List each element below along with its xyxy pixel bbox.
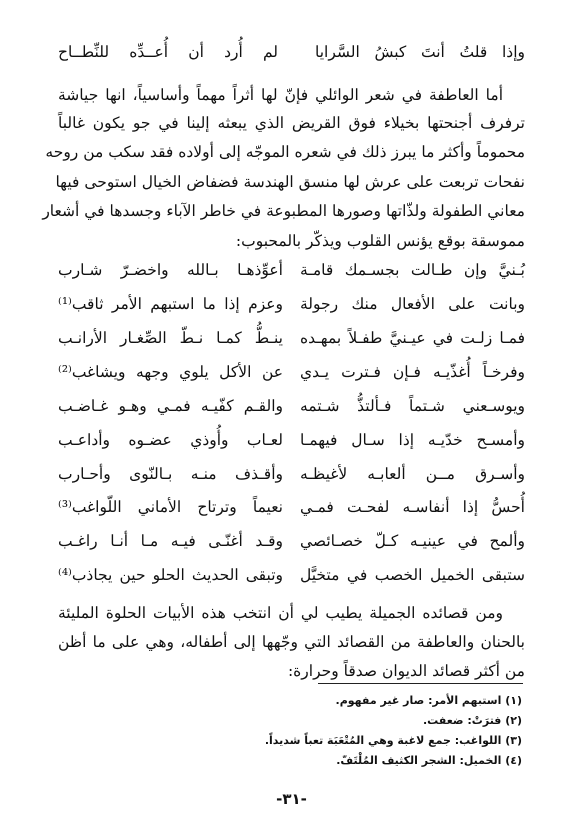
poem-hemistich-right: فمـا زلـت في عيـنيَّ طفـلاً بمهـده [300, 329, 525, 347]
paragraph1-line: أما العاطفة في شعر الوائلي فإنّ لها أثراً مهماً وأساسياً، انها جياشة [58, 86, 503, 104]
poem-hemistich-right: وفرخـاً أُغذّيـه فـإن فـترت يـدي [300, 363, 525, 381]
paragraph2-line: بالحنان والعاطفة من القصائد التي وجّهها إلى أطفاله، وهي على ما أظن [58, 633, 525, 651]
paragraph1-line: معاني الطفولة ولذّاتها وصورها المطبوعة في خاطر الآباء وجسدها في أشعار [42, 202, 525, 220]
poem-hemistich-right: بُـنيَّ وإن طـالت بجسـمك قامـة [300, 261, 525, 279]
poem-hemistich-left: وعزم إذا ما استبهم الأمر ثاقب⁽¹⁾ [58, 295, 283, 313]
top-verse-right: وإذا قلتُ أنتَ كبشُ السَّرايا [315, 43, 525, 61]
footnote-separator [318, 683, 523, 684]
poem-hemistich-left: أعوِّذهـا بـالله واخضـرّ شـارب [58, 261, 283, 279]
poem-hemistich-left: لعـاب وأُوذي عضـوه وأداعـب [58, 431, 283, 449]
footnote: (٢) فترَتْ: ضعفت. [422, 714, 522, 727]
poem-hemistich-left: ينـطُّ كمـا نـطّ الصِّغـار الأرانـب [58, 329, 283, 347]
top-verse-left: لم أُرد أن أُعــدِّه للنِّطــاح [58, 43, 278, 61]
poem-hemistich-right: وألمح في عينيـه كـلّ خصـائصي [300, 532, 525, 550]
paragraph1-line: نفحات تربعت على عرش لها منسق الهندسة فضفاض الخيال استوحى فيها [55, 173, 525, 191]
paragraph1-line: ترفرف أجنحتها بخيلاء فوق القريض الذي يبعثه إلينا في جو يكون غالباً [58, 114, 525, 132]
poem-hemistich-right: وبانت على الأفعال منك رجولة [300, 295, 525, 313]
poem-hemistich-left: وأقـذف منـه بـالنّوى وأحـارب [58, 465, 283, 483]
footnote: (١) استبهم الأمر: صار غير مفهوم. [335, 694, 522, 707]
footnote: (٤) الخميل: الشجر الكثيف المُلْتَفّ. [336, 754, 522, 767]
poem-hemistich-right: وأمسـح خدّيـه إذا سـال فيهمـا [300, 431, 525, 449]
poem-hemistich-left: وتبقى الحديث الحلو حين يجاذب⁽⁴⁾ [58, 566, 283, 584]
paragraph2-line: ومن قصائده الجميلة يطيب لي أن انتخب هذه الأبيات الحلوة المليئة [58, 604, 503, 622]
poem-hemistich-left: عن الأكل يلوي وجهه ويشاغب⁽²⁾ [58, 363, 283, 381]
poem-hemistich-left: والقـم كفّيـه فمـي وهـو غـاضـب [58, 397, 283, 415]
poem-hemistich-left: نعيماً وترتاح الأماني اللّواغب⁽³⁾ [58, 498, 283, 516]
footnote: (٣) اللواغب: جمع لاغبة وهي المُتْعَبَة تعباً شديداً. [264, 734, 522, 747]
paragraph1-line: مموسقة بوقع يؤنس القلوب ويذكّر بالمحبوب: [235, 232, 525, 250]
poem-hemistich-right: ستبقى الخميل الخصب في متخيَّل [300, 566, 525, 584]
poem-hemistich-right: ويوسـعني شـتماً فـألتذُّ شـتمه [300, 397, 525, 415]
page-number: -٣١- [276, 790, 307, 808]
poem-hemistich-right: وأسـرق مــن ألعابـه لأغيظـه [300, 465, 525, 483]
poem-hemistich-right: أُحسُّ إذا أنفاسـه لفحـت فمـي [300, 498, 525, 516]
paragraph2-line: من أكثر قصائد الديوان صدقاً وحرارة: [287, 662, 525, 680]
paragraph1-line: محموماً وأكثر ما يبرز ذلك في شعره الموجّه إلى أولاده فقد سكب من روحه [45, 143, 525, 161]
poem-hemistich-left: وقـد أغنّـى فيـه مـا أنـا راغـب [58, 532, 283, 550]
